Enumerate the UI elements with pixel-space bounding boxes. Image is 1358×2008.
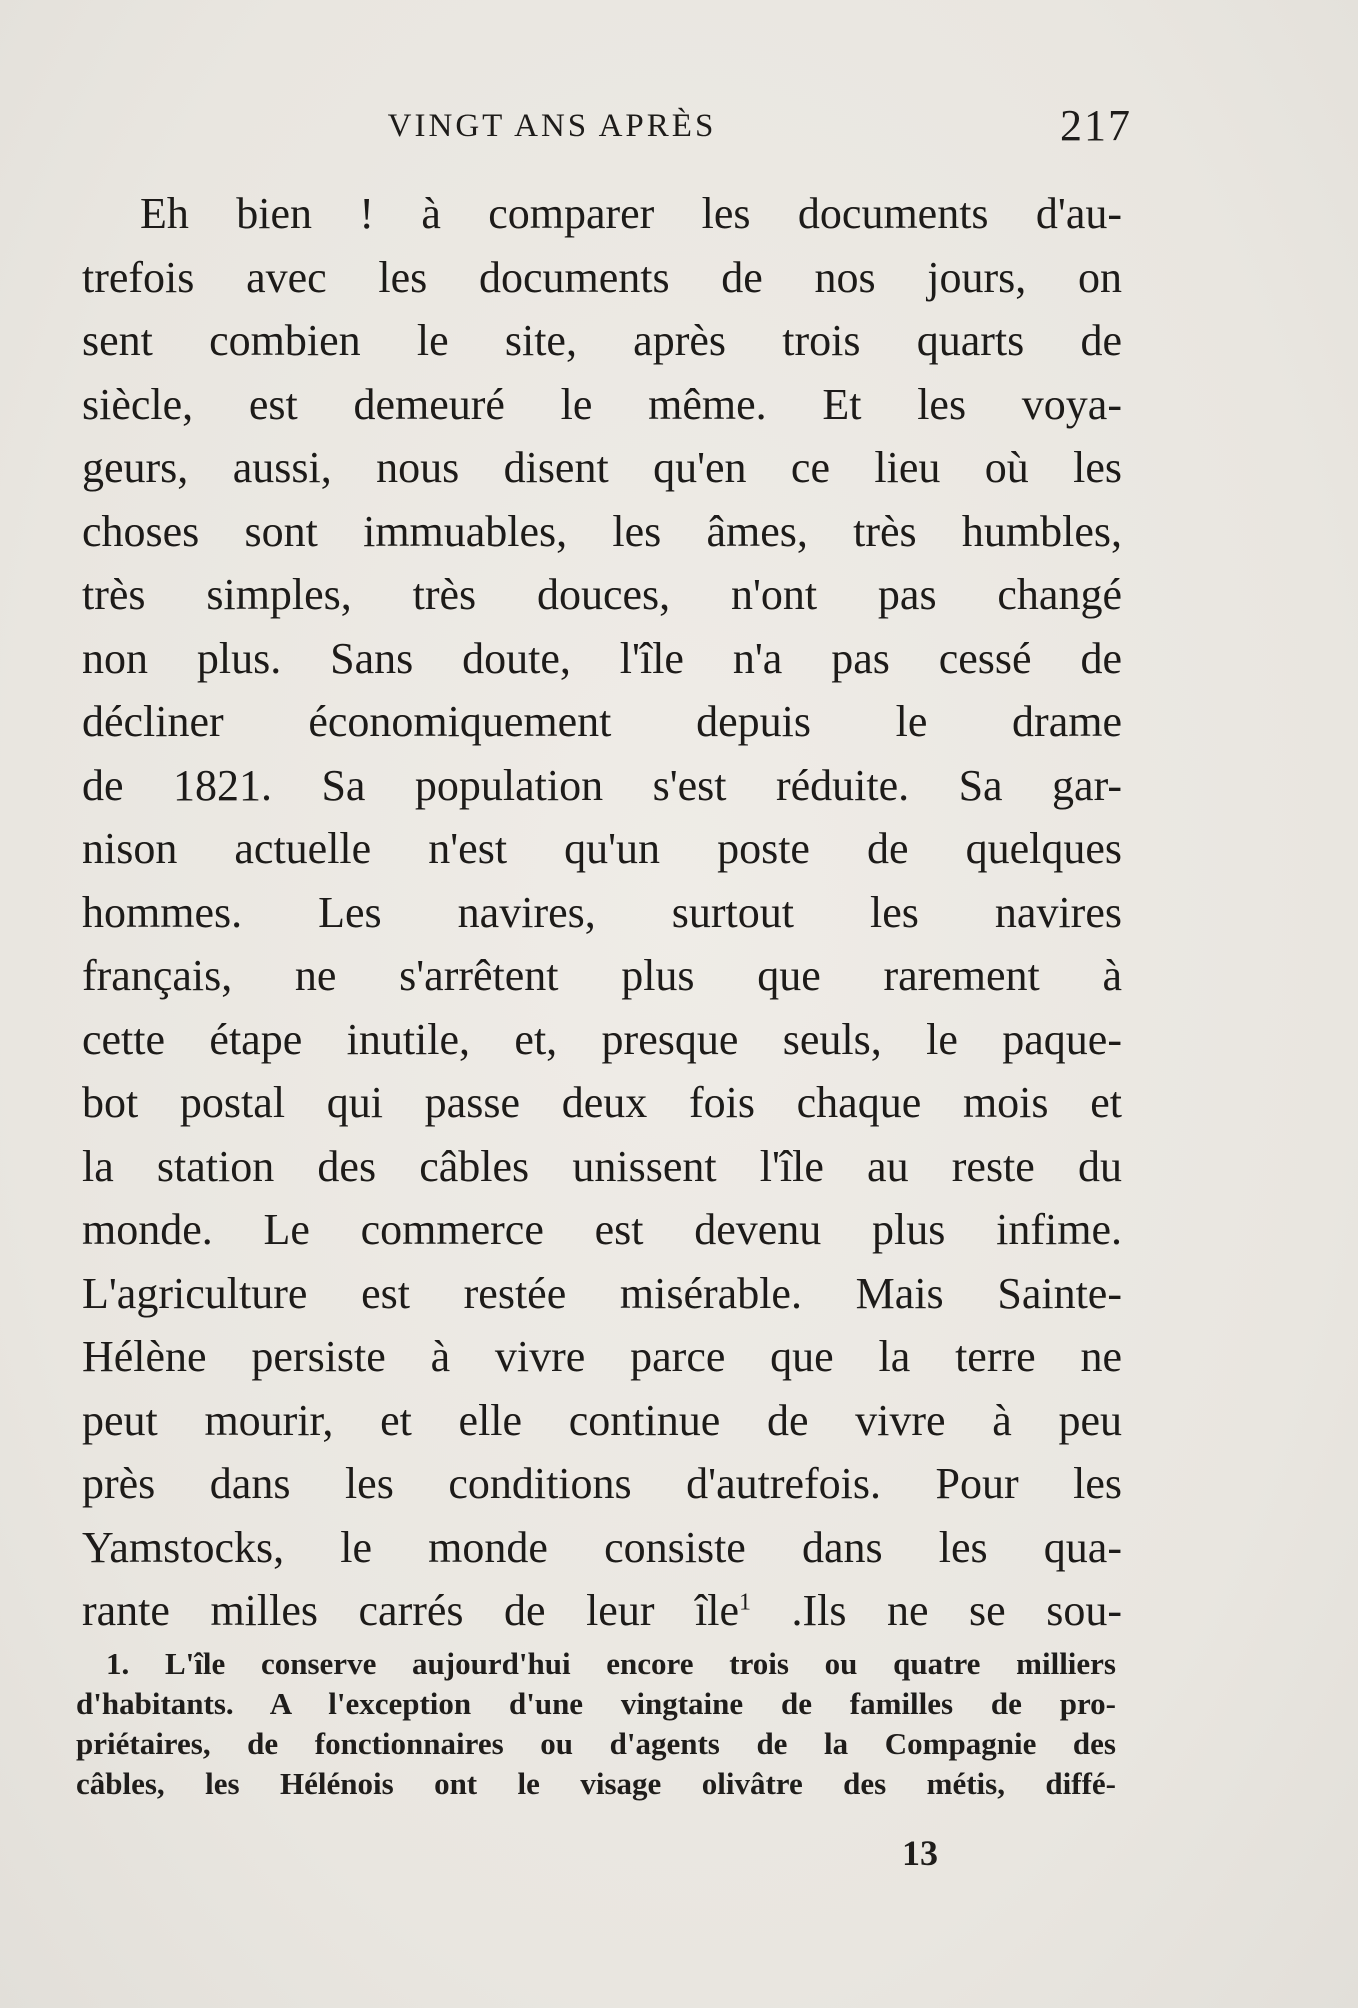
text-line: bot postal qui passe deux fois chaque mois et	[82, 1078, 1122, 1127]
footnote-line: priétaires, de fonctionnaires ou d'agents de la Compagnie des	[76, 1726, 1116, 1761]
footnote	[76, 1644, 1116, 1804]
footnote-line: 1. L'île conserve aujourd'hui encore trois ou quatre milliers	[106, 1646, 1116, 1681]
text-line: cette étape inutile, et, presque seuls, le paque-	[82, 1014, 1122, 1064]
text-line: de 1821. Sa population s'est réduite. Sa gar-	[82, 760, 1122, 810]
text-line: près dans les conditions d'autrefois. Pour les	[82, 1459, 1122, 1508]
text-line: sent combien le site, après trois quarts de	[82, 316, 1122, 365]
page-header	[82, 100, 1132, 160]
text-line: choses sont immuables, les âmes, très humbles,	[82, 506, 1122, 556]
text-line: monde. Le commerce est devenu plus infime.	[82, 1205, 1122, 1254]
running-title: VINGT ANS APRÈS	[387, 108, 717, 144]
body-text	[82, 182, 1122, 1643]
text-line: nison actuelle n'est qu'un poste de quelques	[82, 824, 1122, 873]
footnote-reference[interactable]: 1	[738, 1589, 751, 1616]
text-line: Eh bien ! à comparer les documents d'au-	[140, 189, 1122, 238]
text-fragment: rante milles carrés de leur île	[82, 1586, 739, 1635]
text-line: hommes. Les navires, surtout les navires	[82, 887, 1122, 937]
signature-mark: 13	[902, 1833, 938, 1873]
text-line: siècle, est demeuré le même. Et les voya-	[82, 379, 1122, 429]
text-line: français, ne s'arrêtent plus que rarement à	[82, 951, 1122, 1000]
page-number: 217	[1060, 101, 1132, 150]
text-line: très simples, très douces, n'ont pas changé	[82, 570, 1122, 619]
text-line-with-note	[82, 1579, 1122, 1643]
text-line: décliner économiquement depuis le drame	[82, 697, 1122, 746]
text-line: trefois avec les documents de nos jours, on	[82, 252, 1122, 302]
text-line: la station des câbles unissent l'île au reste du	[82, 1141, 1122, 1191]
text-line: L'agriculture est restée misérable. Mais Sainte-	[82, 1268, 1122, 1318]
text-line: Hélène persiste à vivre parce que la terre ne	[82, 1332, 1122, 1381]
text-fragment: .Ils ne se sou-	[750, 1586, 1122, 1635]
text-line: Yamstocks, le monde consiste dans les qua-	[82, 1522, 1122, 1572]
text-line: non plus. Sans doute, l'île n'a pas cessé de	[82, 633, 1122, 683]
footnote-line: câbles, les Hélénois ont le visage olivâtre des métis, diffé-	[76, 1766, 1116, 1801]
text-line: peut mourir, et elle continue de vivre à peu	[82, 1395, 1122, 1445]
footnote-line: d'habitants. A l'exception d'une vingtaine de familles de pro-	[76, 1686, 1116, 1721]
text-line: geurs, aussi, nous disent qu'en ce lieu où les	[82, 443, 1122, 492]
